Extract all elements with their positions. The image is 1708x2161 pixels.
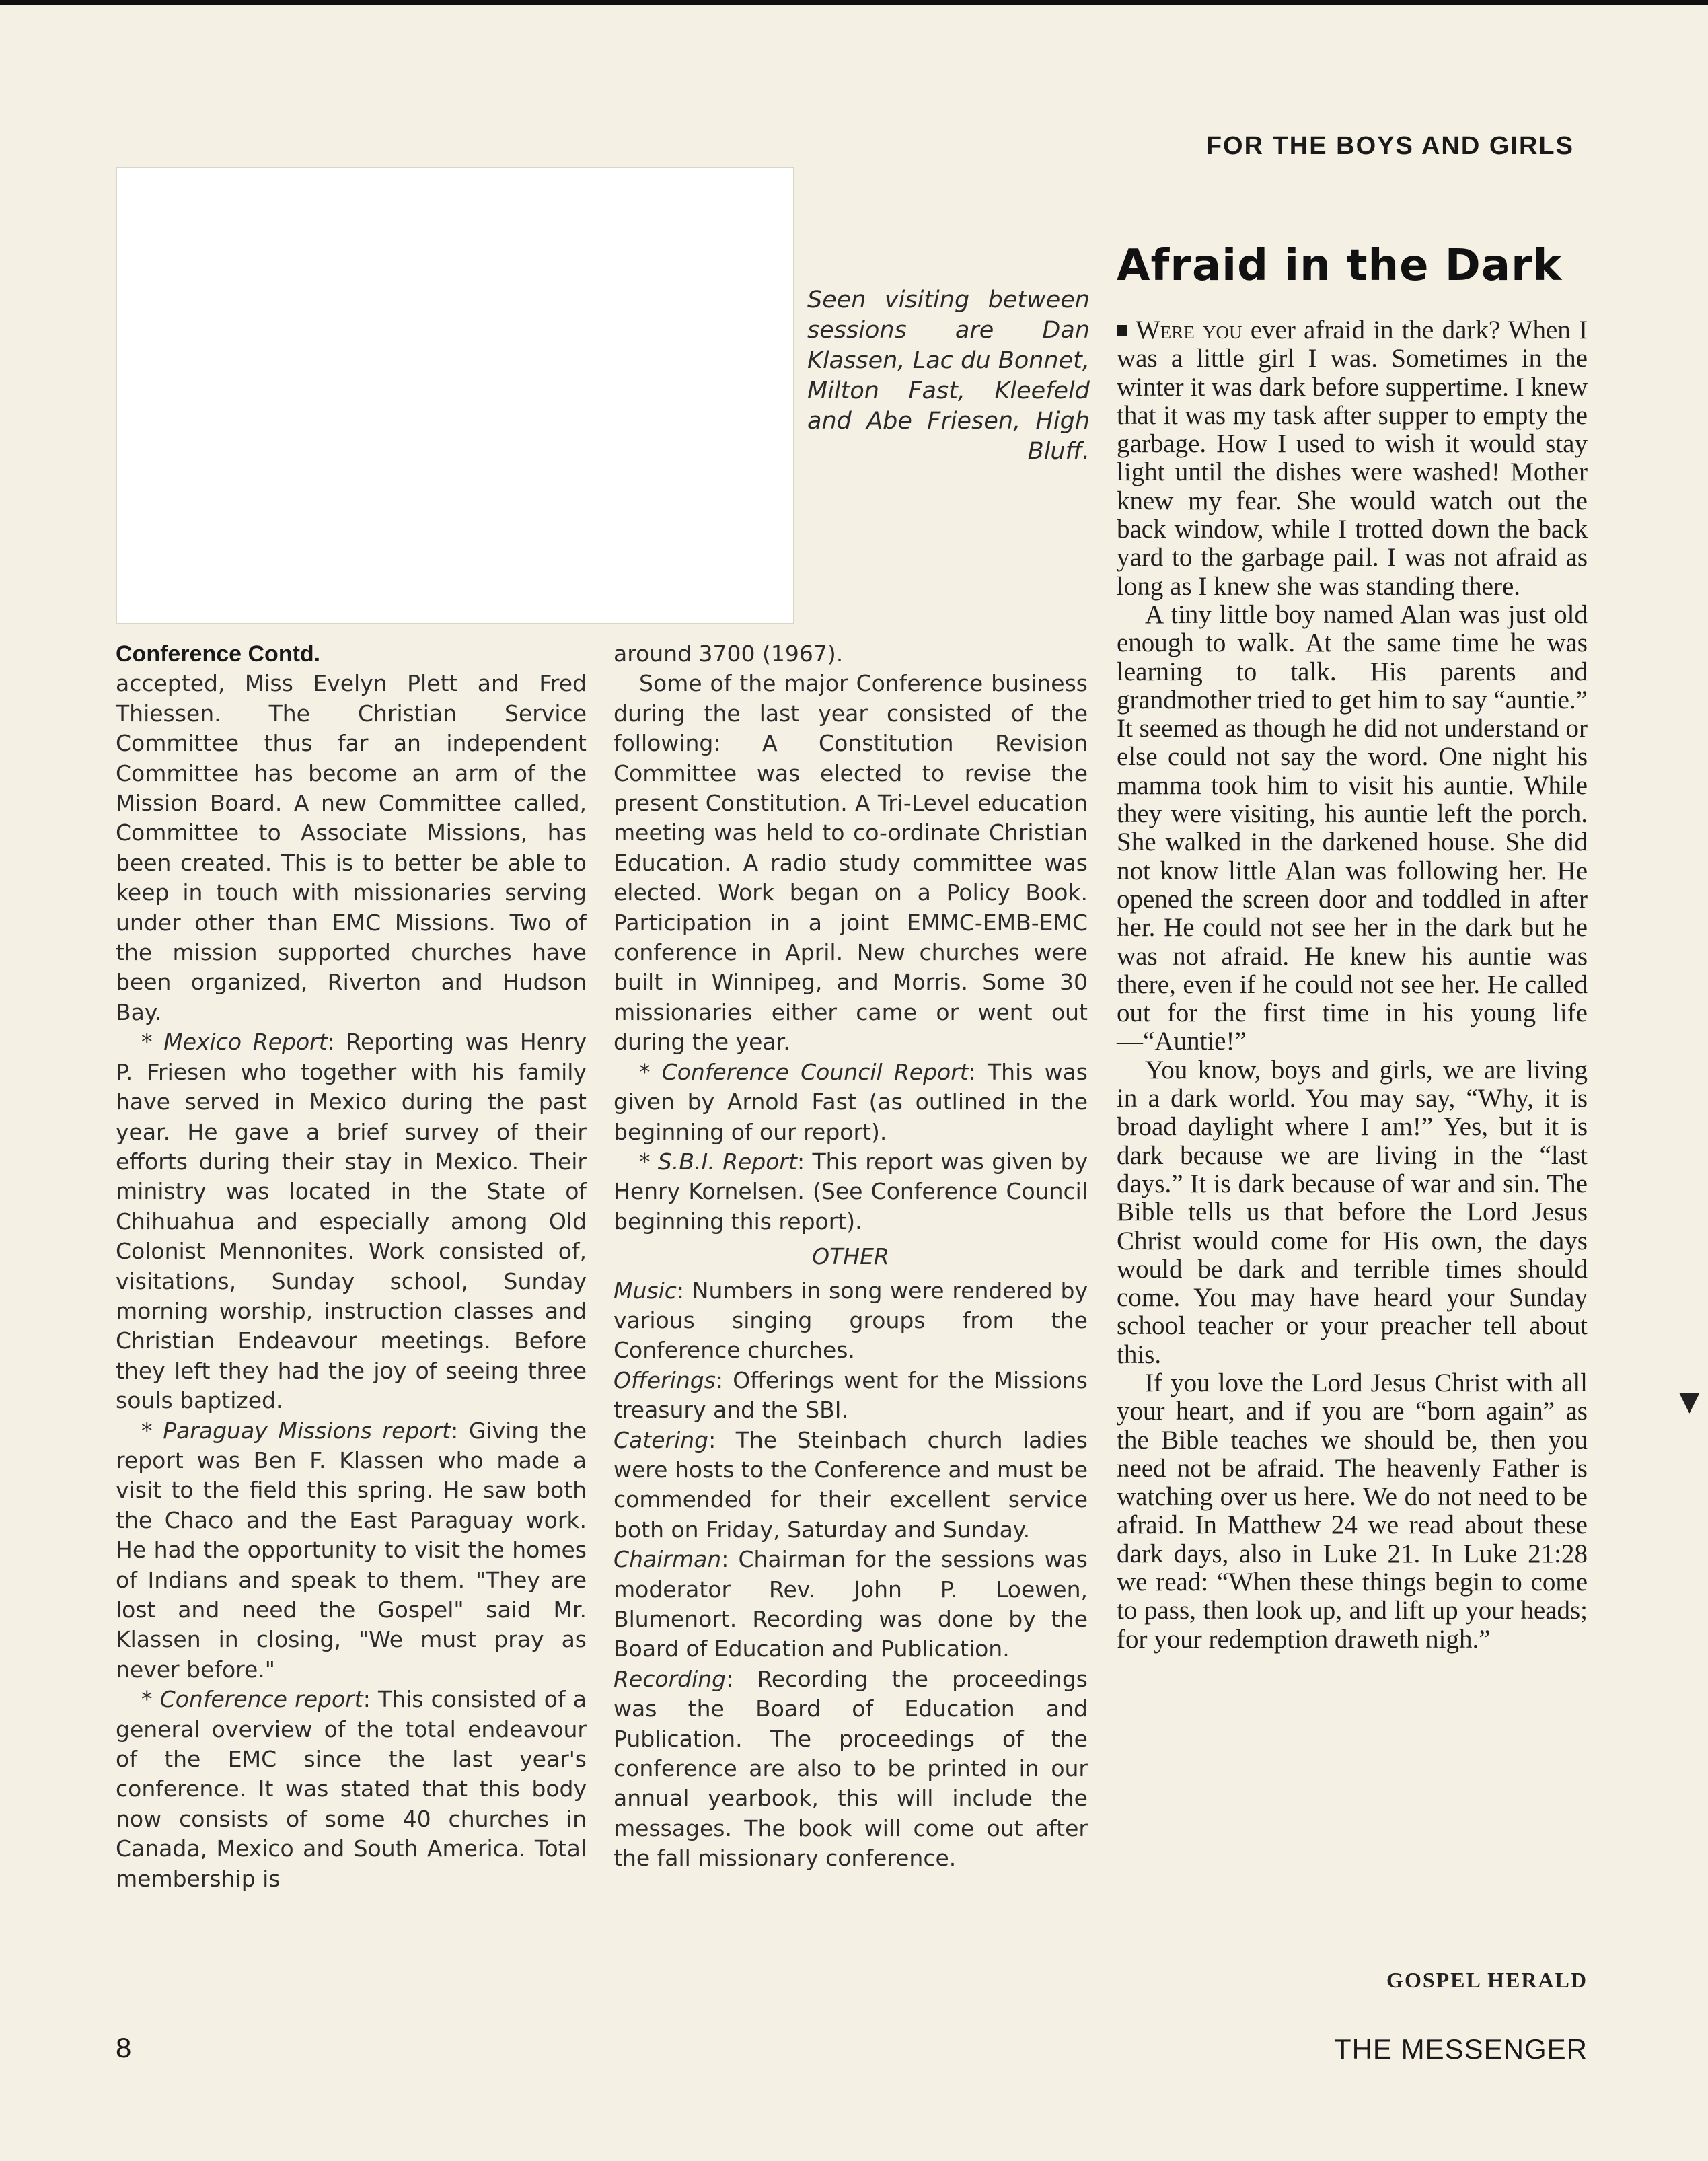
report-text: : This was given by Arnold Fast (as outlined in the beginning of our report). xyxy=(614,1058,1088,1145)
report-text: : This report was given by Henry Kornelsen. (See Conference Council beginning this report). xyxy=(614,1148,1088,1235)
item-text: : Offerings went for the Missions treasury and the SBI. xyxy=(614,1366,1088,1424)
mexico-report: * Mexico Report: Reporting was Henry P. Friesen who together with his family have served in Mexico during the past year. He gave a brief survey of their efforts during their stay in Mexico. Their ministry was located in the State of Chihuahua and especially among Old Colonist Mennonites. Work consisted of, visitations, Sunday school, Sunday morning worship, instruction classes and Christian Endeavour meetings. Before they left they had the joy of seeing three souls baptized. xyxy=(116,1029,587,1414)
story-paragraph xyxy=(1117,316,1588,601)
catering-item xyxy=(614,1426,1088,1545)
item-text: : Chairman for the sessions was moderator Rev. John P. Loewen, Blumenort. Recording was done by the Board of Education and Publication. xyxy=(614,1546,1088,1662)
item-text: : The Steinbach church ladies were hosts to the Conference and must be commended for their excellent service both on Friday, Saturday and Sunday. xyxy=(614,1426,1088,1543)
item-text: : Recording the proceedings was the Board of Education and Publication. The proceedings of the conference are also to be printed in our annual yearbook, this will include the messages. The book will come out after the fall missionary conference. xyxy=(614,1665,1088,1872)
page-top-edge xyxy=(0,0,1708,5)
page-number: 8 xyxy=(116,2032,132,2063)
item-label: Offerings xyxy=(614,1366,716,1393)
item-label: Catering xyxy=(614,1426,709,1453)
sbi-report: * S.B.I. Report: This report was given by Henry Kornelsen. (See Conference Council beginning this report). xyxy=(614,1148,1088,1235)
paragraph: around 3700 (1967). xyxy=(614,640,844,667)
left-column xyxy=(116,639,587,1894)
story-credit: GOSPEL HERALD xyxy=(1386,1968,1588,1992)
conference-report: * Conference report: This consisted of a general overview of the total endeavour of the EMC since the last year's conference. It was stated that this body now consists of some 40 churches in Canada, Mexico and South America. Total membership is xyxy=(116,1686,587,1892)
story-body xyxy=(1117,316,1588,1654)
report-text: : Giving the report was Ben F. Klassen who made a visit to the field this spring. He saw both the Chaco and the East Paraguay work. He had the opportunity to visit the homes of Indians and speak to them. "They are lost and need the Gospel" said Mr. Klassen in closing, "We must pray as never before." xyxy=(116,1417,587,1683)
report-label: Conference report xyxy=(159,1686,363,1713)
report-text: : This consisted of a general overview of the total endeavour of the EMC since the last year's conference. It was stated that this body now consists of some 40 churches in Canada, Mexico and South America. Total membership is xyxy=(116,1686,587,1892)
report-label: S.B.I. Report xyxy=(657,1148,797,1175)
paragraph: accepted, Miss Evelyn Plett and Fred Thiessen. The Christian Service Committee thus far an independent Committee has become an arm of the Mission Board. A new Committee called, Committee to Associate Missions, has been created. This is to better be able to keep in touch with missionaries serving under other than EMC Missions. Two of the mission supported churches have been organized, Riverton and Hudson Bay. xyxy=(116,670,587,1025)
story-paragraph: You know, boys and girls, we are living in a dark world. You may say, “Why, it is broad daylight where I am!” Yes, but it is dark because we are living in the “last days.” It is dark because of war and sin. The Bible tells us that before the Lord Jesus Christ would come for His own, the days would be dark and terrible times should come. You may have heard your Sunday school teacher or your preacher tell about this. xyxy=(1117,1055,1588,1369)
report-label: Conference Council Report xyxy=(661,1058,969,1085)
item-label: Chairman xyxy=(614,1546,722,1573)
paraguay-report: * Paraguay Missions report: Giving the report was Ben F. Klassen who made a visit to the field this spring. He saw both the Chaco and the East Paraguay work. He had the opportunity to visit the homes of Indians and speak to them. "They are lost and need the Gospel" said Mr. Klassen in closing, "We must pray as never before." xyxy=(116,1417,587,1683)
item-label: Music xyxy=(614,1277,677,1304)
other-heading: OTHER xyxy=(812,1243,889,1270)
middle-column xyxy=(614,639,1088,1874)
column-heading: Conference Contd. xyxy=(116,641,321,667)
item-text: : Numbers in song were rendered by various singing groups from the Conference churches. xyxy=(614,1277,1088,1364)
music-item xyxy=(614,1276,1088,1366)
margin-mark-icon: ▼ xyxy=(1679,1386,1700,1417)
report-text: : Reporting was Henry P. Friesen who together with his family have served in Mexico during the past year. He gave a brief survey of their efforts during their stay in Mexico. Their ministry was located in the State of Chihuahua and especially among Old Colonist Mennonites. Work consisted of, visitations, Sunday school, Sunday morning worship, instruction classes and Christian Endeavour meetings. Before they left they had the joy of seeing three souls baptized. xyxy=(116,1029,587,1414)
lead-in: Were you xyxy=(1136,316,1242,344)
chairman-item xyxy=(614,1545,1088,1664)
story-paragraph: If you love the Lord Jesus Christ with all your heart, and if you are “born again” as the Bible teaches we should be, then you need not be afraid. The heavenly Father is watching over us here. We do not need to be afraid. In Matthew 24 we read about these dark days, also in Luke 21. In Luke 21:28 we read: “When these things begin to come to pass, then look up, and lift up your heads; for your redemption draweth nigh.” xyxy=(1117,1368,1588,1654)
story-title: Afraid in the Dark xyxy=(1117,241,1563,291)
section-heading: FOR THE BOYS AND GIRLS xyxy=(1205,132,1574,160)
report-label: Mexico Report xyxy=(163,1029,328,1056)
publication-title: THE MESSENGER xyxy=(1333,2033,1588,2065)
council-report: * Conference Council Report: This was given by Arnold Fast (as outlined in the beginning of our report). xyxy=(614,1058,1088,1145)
story-paragraph: A tiny little boy named Alan was just old enough to walk. At the same time he was learning to talk. His parents and grandmother tried to get him to say “auntie.” It seemed as though he did not understand or else could not say the word. One night his mamma took him to visit his auntie. While they were visiting, his auntie left the porch. She walked in the darkened house. She did not know little Alan was following her. He opened the screen door and toddled in after her. He could not see her in the dark but he was not afraid. He knew his auntie was there, even if he could not see her. He called out for the first time in his young life—“Auntie!” xyxy=(1117,599,1588,1056)
report-label: Paraguay Missions report xyxy=(163,1417,451,1444)
recording-item xyxy=(614,1664,1088,1874)
photo-caption: Seen visiting between sessions are Dan Klassen, Lac du Bonnet, Milton Fast, Kleefeld and Abe Friesen, High Bluff. xyxy=(807,287,1090,465)
paragraph: Some of the major Conference business during the last year consisted of the following: A Constitution Revision Committee was elected to revise the present Constitution. A Tri-Level education meeting was held to co-ordinate Christian Education. A radio study committee was elected. Work began on a Policy Book. Participation in a joint EMMC-EMB-EMC conference in April. New churches were built in Winnipeg, and Morris. Some 30 missionaries either came or went out during the year. xyxy=(614,670,1088,1056)
redacted-photo xyxy=(116,167,794,624)
item-label: Recording xyxy=(614,1665,727,1692)
offerings-item xyxy=(614,1366,1088,1426)
story-text: ever afraid in the dark? When I was a little girl I was. Sometimes in the winter it was dark before suppertime. I knew that it was my task after supper to empty the garbage. How I used to wish it would stay light until the dishes were washed! Mother knew my fear. She would watch out the back window, while I trotted down the back yard to the garbage pail. I was not afraid as long as I knew she was standing there. xyxy=(1117,316,1588,601)
square-bullet-icon xyxy=(1117,325,1127,336)
